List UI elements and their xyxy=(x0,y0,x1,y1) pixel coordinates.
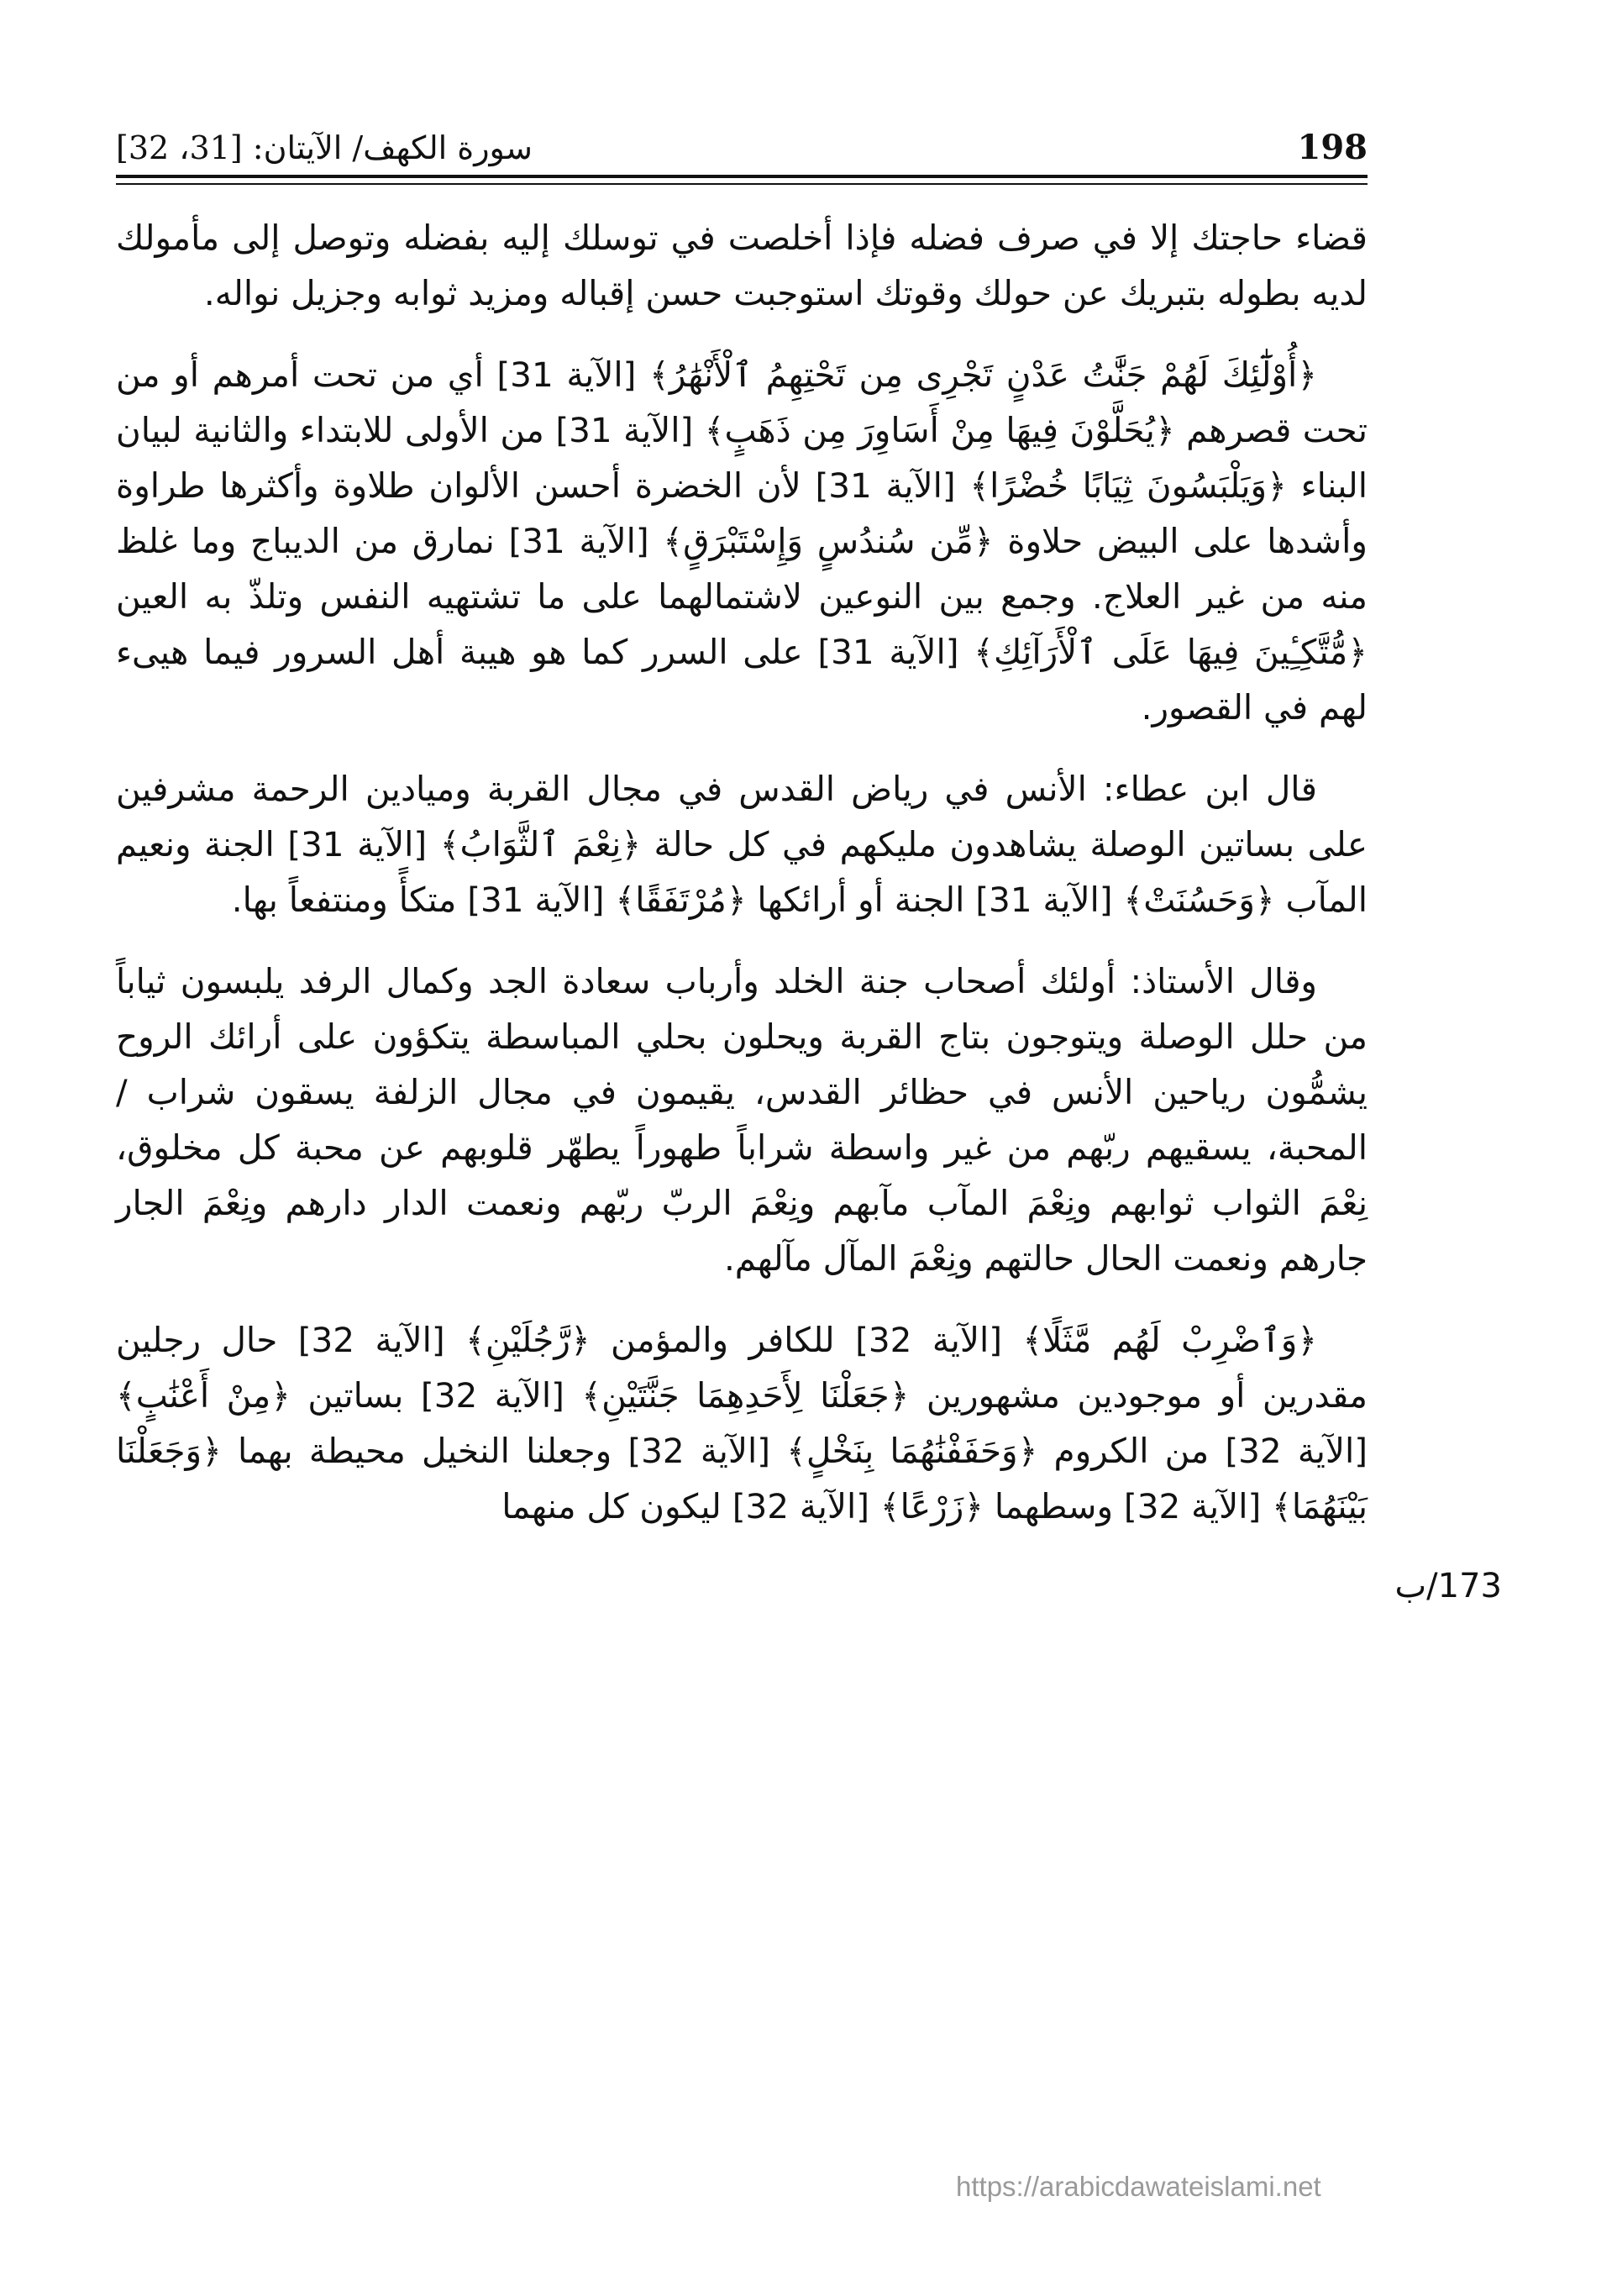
running-title: سورة الكهف/ الآيتان: [31، 32] xyxy=(116,129,533,166)
body-text xyxy=(116,210,1368,2167)
paragraph-5: ﴿وَٱضْرِبْ لَهُم مَّثَلًا﴾ [الآية 32] للكافر والمؤمن ﴿رَّجُلَيْنِ﴾ [الآية 32] حال رجلين مقدرين أو موجودين مشهورين ﴿جَعَلْنَا لِأَحَدِهِمَا جَنَّتَيْنِ﴾ [الآية 32] بساتين ﴿مِنْ أَعْنَٰبٍ﴾ [الآية 32] من الكروم ﴿وَحَفَفْنَٰهُمَا بِنَخْلٍ﴾ [الآية 32] وجعلنا النخيل محيطة بهما ﴿وَجَعَلْنَا بَيْنَهُمَا﴾ [الآية 32] وسطهما ﴿زَرْعًا﴾ [الآية 32] ليكون كل منهما xyxy=(116,1320,1368,1526)
page-header xyxy=(116,124,1368,171)
header-rule-thin xyxy=(116,183,1368,185)
manuscript-folio-note: 173/ب xyxy=(1394,1567,1502,1605)
paragraph-4: وقال الأستاذ: أولئك أصحاب جنة الخلد وأرباب سعادة الجد وكمال الرفد يلبسون ثياباً من حلل الوصلة ويتوجون بتاج القربة ويحلون بحلي المباسطة يتكؤون على أرائك الروح يشمُّون رياحين الأنس في حظائر القدس، يقيمون في مجال الزلفة يسقون شراب / المحبة، يسقيهم ربّهم من غير واسطة شراباً طهوراً يطهّر قلوبهم عن محبة كل مخلوق، نِعْمَ الثواب ثوابهم ونِعْمَ المآب مآبهم ونِعْمَ الربّ ربّهم ونعمت الدار دارهم ونِعْمَ الجار جارهم ونعمت الحال حالتهم ونِعْمَ المآل مآلهم. xyxy=(116,961,1368,1279)
watermark-url: https://arabicdawateislami.net xyxy=(956,2171,1321,2202)
paragraph-1: قضاء حاجتك إلا في صرف فضله فإذا أخلصت في توسلك إليه بفضله وتوصل إلى مأمولك لديه بطوله بتبريك عن حولك وقوتك استوجبت حسن إقباله ومزيد ثوابه وجزيل نواله. xyxy=(116,218,1368,313)
page-number: 198 xyxy=(1297,128,1368,167)
paragraph-2: ﴿أُوْلَٰٓئِكَ لَهُمْ جَنَّٰتُ عَدْنٍ تَجْرِى مِن تَحْتِهِمُ ٱلْأَنْهَٰرُ﴾ [الآية 31] أي من تحت أمرهم أو من تحت قصرهم ﴿يُحَلَّوْنَ فِيهَا مِنْ أَسَاوِرَ مِن ذَهَبٍ﴾ [الآية 31] من الأولى للابتداء والثانية لبيان البناء ﴿وَيَلْبَسُونَ ثِيَابًا خُضْرًا﴾ [الآية 31] لأن الخضرة أحسن الألوان طلاوة وأكثرها طراوة وأشدها على البيض حلاوة ﴿مِّن سُندُسٍ وَإِسْتَبْرَقٍ﴾ [الآية 31] نمارق من الديباج وما غلظ منه من غير العلاج. وجمع بين النوعين لاشتمالهما على ما تشتهيه النفس وتلذّ به العين ﴿مُّتَّكِـِٔينَ فِيهَا عَلَى ٱلْأَرَآئِكِ﴾ [الآية 31] على السرر كما هو هيبة أهل السرور فيما هيىء لهم في القصور. xyxy=(116,355,1368,728)
paragraph-3: قال ابن عطاء: الأنس في رياض القدس في مجال القربة وميادين الرحمة مشرفين على بساتين الوصلة يشاهدون مليكهم في كل حالة ﴿نِعْمَ ٱلثَّوَابُ﴾ [الآية 31] الجنة ونعيم المآب ﴿وَحَسُنَتْ﴾ [الآية 31] الجنة أو أرائكها ﴿مُرْتَفَقًا﴾ [الآية 31] متكأً ومنتفعاً بها. xyxy=(116,769,1368,920)
header-rule-thick xyxy=(116,175,1368,178)
